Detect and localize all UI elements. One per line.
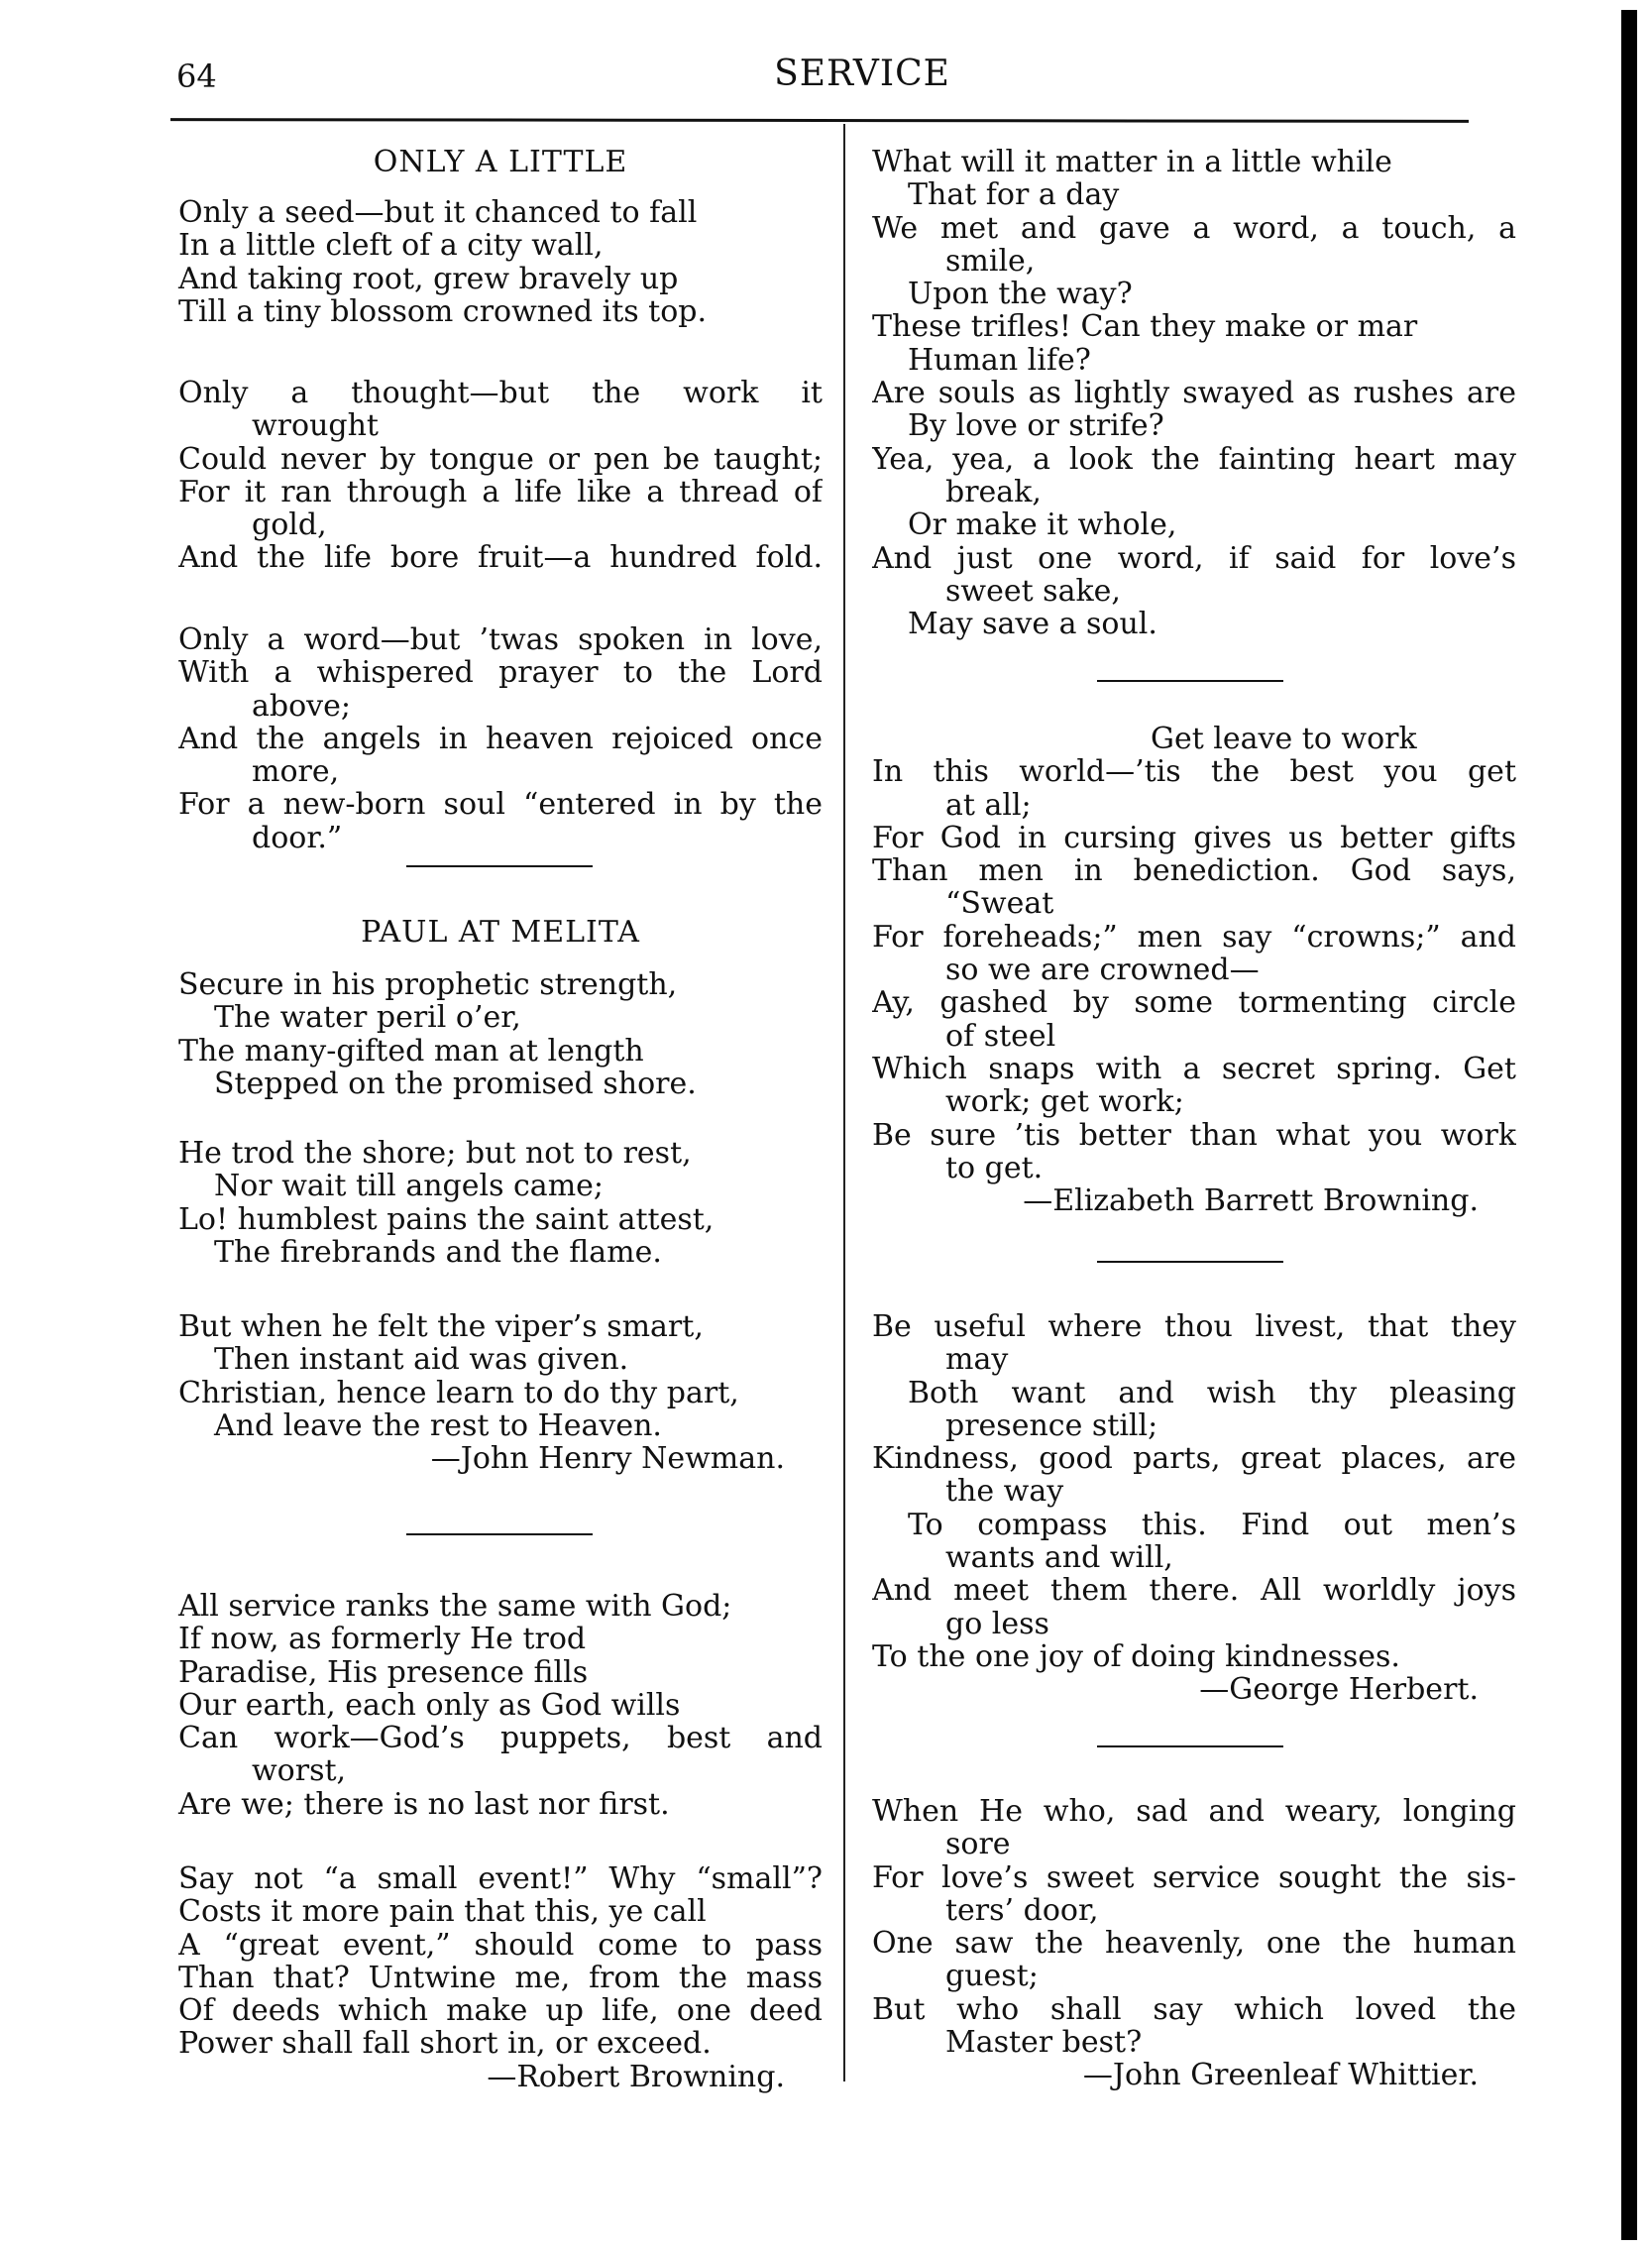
verse-line: And leave the rest to Heaven. [214, 1407, 662, 1443]
verse-line: Both want and wish thy pleasing [908, 1376, 1516, 1409]
verse-line: Lo! humblest pains the saint attest, [178, 1201, 715, 1237]
stanza [178, 196, 823, 328]
verse-line: wants and will, [945, 1540, 1173, 1576]
verse-line: We met and gave a word, a touch, a [872, 211, 1516, 245]
verse-line: He trod the shore; but not to rest, [178, 1136, 692, 1171]
verse-line: To the one joy of doing kindnesses. [872, 1638, 1400, 1674]
verse-line: Say not “a small event!” Why “small”? [178, 1862, 823, 1896]
verse-line: Which snaps with a secret spring. Get [872, 1052, 1516, 1086]
verse-line: Be useful where thou livest, that they [872, 1310, 1516, 1344]
poem-title: ONLY A LITTLE [373, 145, 628, 179]
verse-line: Human life? [908, 342, 1091, 378]
verse-line: May save a soul. [908, 607, 1157, 642]
verse-line: And the angels in heaven rejoiced once [178, 722, 823, 756]
verse-line: To compass this. Find out men’s [908, 1508, 1516, 1542]
verse-line: One saw the heavenly, one the human [872, 1927, 1516, 1961]
verse-line: If now, as formerly He trod [178, 1622, 587, 1657]
author-attribution: —Elizabeth Barrett Browning. [1023, 1183, 1479, 1219]
verse-line: ters’ door, [945, 1892, 1099, 1928]
verse-line: work; get work; [945, 1084, 1184, 1120]
verse-line: Nor wait till angels came; [214, 1169, 605, 1204]
verse-line: These trifles! Can they make or mar [872, 309, 1418, 345]
verse-line: Paradise, His presence fills [178, 1654, 589, 1690]
verse-line: above; [252, 688, 351, 724]
verse-line: Upon the way? [908, 277, 1133, 312]
verse-line: And the life bore fruit—a hundred fold. [178, 541, 823, 575]
verse-line: Be sure ’tis better than what you work [872, 1118, 1516, 1152]
verse-line: The firebrands and the flame. [214, 1234, 662, 1270]
verse-line: For it ran through a life like a thread of [178, 475, 823, 509]
verse-line: That for a day [908, 177, 1120, 213]
verse-line: sweet sake, [945, 573, 1121, 609]
poem-title: PAUL AT MELITA [361, 915, 640, 950]
stanza [178, 1590, 823, 1821]
section-divider-rule [1097, 1261, 1283, 1263]
verse-line: When He who, sad and weary, longing [872, 1795, 1516, 1829]
verse-line: Christian, hence learn to do thy part, [178, 1375, 739, 1410]
verse-line: Only a seed—but it chanced to fall [178, 195, 698, 230]
stanza [178, 1137, 823, 1269]
stanza [178, 377, 823, 575]
verse-line: A “great event,” should come to pass [178, 1928, 823, 1962]
header-rule [170, 118, 1469, 123]
stanza [178, 623, 823, 854]
verse-line: Costs it more pain that this, ye call [178, 1894, 707, 1930]
author-attribution: —John Greenleaf Whittier. [1082, 2058, 1479, 2093]
section-divider-rule [406, 1533, 593, 1535]
verse-line: Kindness, good parts, great places, are [872, 1442, 1516, 1476]
verse-line: The water peril o’er, [214, 1000, 521, 1036]
verse-line: All service ranks the same with God; [178, 1589, 732, 1624]
verse-line: Ay, gashed by some tormenting circle [872, 986, 1516, 1020]
verse-line: With a whispered prayer to the Lord [178, 656, 823, 690]
verse-line: wrought [252, 408, 379, 444]
verse-line: Our earth, each only as God wills [178, 1687, 681, 1723]
scan-edge-shadow [1621, 10, 1637, 2240]
verse-line: go less [945, 1606, 1049, 1641]
verse-line: “Sweat [945, 886, 1054, 922]
verse-line: presence still; [945, 1407, 1158, 1443]
verse-line: For a new-born soul “entered in by the [178, 788, 823, 822]
verse-line: Yea, yea, a look the fainting heart may [872, 442, 1516, 476]
verse-line: By love or strife? [908, 408, 1164, 444]
page-number: 64 [176, 57, 217, 95]
verse-line: Can work—God’s puppets, best and [178, 1722, 823, 1755]
stanza [872, 1310, 1516, 1707]
section-divider-rule [1097, 680, 1283, 682]
author-attribution: —George Herbert. [1199, 1672, 1479, 1708]
verse-line: The many-gifted man at length [178, 1033, 644, 1068]
verse-line: Stepped on the promised shore. [214, 1066, 697, 1101]
stanza [872, 146, 1516, 640]
verse-line: Only a word—but ’twas spoken in love, [178, 623, 823, 657]
verse-line: Till a tiny blossom crowned its top. [178, 293, 708, 329]
stanza [178, 1862, 823, 2093]
running-title: SERVICE [774, 54, 950, 94]
verse-line: Only a thought—but the work it [178, 377, 823, 410]
verse-line: more, [252, 754, 340, 790]
verse-line: worst, [252, 1753, 347, 1789]
verse-line: Are we; there is no last nor first. [178, 1786, 670, 1822]
verse-line: Master best? [945, 2025, 1143, 2061]
verse-line: Than that? Untwine me, from the mass [178, 1961, 823, 1995]
verse-line: Could never by tongue or pen be taught; [178, 442, 823, 476]
verse-line: Secure in his prophetic strength, [178, 967, 678, 1002]
verse-line: For foreheads;” men say “crowns;” and [872, 920, 1516, 955]
verse-line: And just one word, if said for love’s [872, 541, 1516, 575]
section-divider-rule [1097, 1745, 1283, 1747]
author-attribution: —Robert Browning. [487, 2059, 785, 2094]
verse-line: And taking root, grew bravely up [178, 261, 679, 296]
verse-line: Are souls as lightly swayed as rushes are [872, 377, 1516, 410]
verse-line: Of deeds which make up life, one deed [178, 1994, 823, 2028]
verse-line: gold, [252, 507, 327, 543]
verse-line: so we are crowned— [945, 953, 1260, 988]
stanza [178, 1310, 823, 1475]
verse-line: door.” [252, 820, 343, 855]
verse-line: guest; [945, 1959, 1039, 1994]
verse-line: But who shall say which loved the [872, 1992, 1516, 2027]
verse-line: In a little cleft of a city wall, [178, 228, 604, 264]
verse-line: And meet them there. All worldly joys [872, 1574, 1516, 1608]
verse-line: But when he felt the viper’s smart, [178, 1309, 704, 1344]
column-divider [843, 124, 845, 2081]
stanza [178, 968, 823, 1100]
section-divider-rule [406, 865, 593, 867]
verse-line: the way [945, 1474, 1064, 1510]
verse-line: may [945, 1342, 1009, 1378]
verse-line: of steel [945, 1018, 1056, 1054]
stanza [872, 1795, 1516, 2092]
verse-line: Than men in benediction. God says, [872, 854, 1516, 888]
verse-line: Then instant aid was given. [214, 1342, 629, 1378]
verse-line: Or make it whole, [908, 507, 1177, 543]
verse-line: Power shall fall short in, or exceed. [178, 2026, 712, 2062]
author-attribution: —John Henry Newman. [430, 1441, 785, 1477]
verse-line: For God in cursing gives us better gifts [872, 821, 1516, 855]
verse-line: to get. [945, 1150, 1044, 1185]
verse-line: at all; [945, 787, 1032, 823]
verse-line: break, [945, 474, 1042, 509]
verse-line: smile, [945, 243, 1036, 279]
verse-line: For love’s sweet service sought the sis- [872, 1860, 1516, 1894]
verse-line: Get leave to work [1151, 722, 1417, 756]
verse-line: What will it matter in a little while [872, 145, 1392, 179]
verse-line: sore [945, 1827, 1011, 1862]
stanza [872, 723, 1516, 1217]
verse-line: In this world—’tis the best you get [872, 755, 1516, 789]
